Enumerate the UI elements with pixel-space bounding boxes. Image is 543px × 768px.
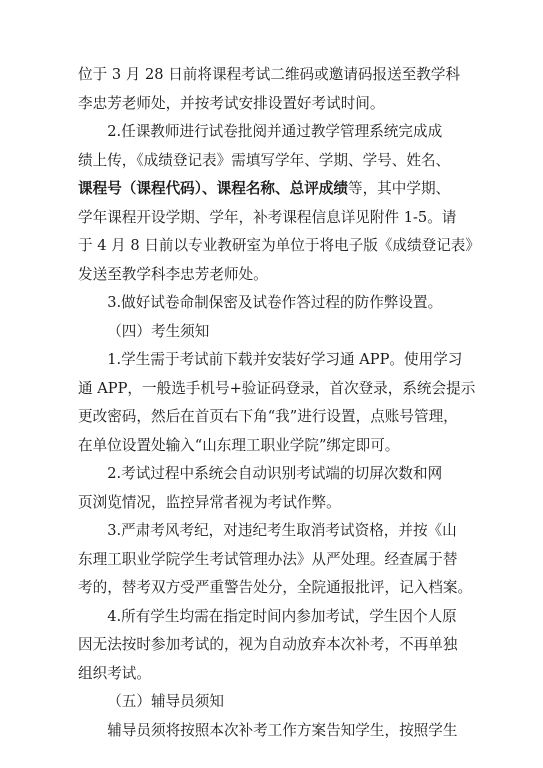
section-heading-student-notice <box>78 318 467 347</box>
text-line: 于 4 月 8 日前以专业教研室为单位于将电子版《成绩登记表》 <box>78 237 480 254</box>
paragraph-grade-upload <box>78 118 480 289</box>
document-body <box>78 61 480 745</box>
text-line: 学年课程开设学期、学年，补考课程信息详见附件 1-5。请 <box>78 208 457 226</box>
text-line: 绩上传，《成绩登记表》需填写学年、学期、学号、姓名、 <box>78 151 451 169</box>
text-fragment: 等，其中学期、 <box>347 180 451 197</box>
text-line: 在单位设置处输入“山东理工职业学院”绑定即可。 <box>78 436 400 454</box>
paragraph-app-install <box>78 346 476 460</box>
text-line: 考的，替考双方受严重警告处分，全院通报批评，记入档案。 <box>78 579 473 596</box>
bold-required-fields: 课程号（课程代码）、课程名称、总评成绩 <box>78 180 348 197</box>
text-line: 4.所有学生均需在指定时间内参加考试，学生因个人原 <box>107 607 457 625</box>
text-line: 2.任课教师进行试卷批阅并通过教学管理系统完成成 <box>107 123 443 140</box>
section-heading-counselor-notice <box>78 688 467 717</box>
text-line: 1.学生需于考试前下载并安装好学习通 APP。使用学习 <box>107 351 463 368</box>
paragraph-exam-discipline <box>78 517 473 603</box>
paragraph-counselor <box>78 717 467 746</box>
paragraph-exam-code-submission <box>78 61 467 118</box>
text-line: 3.做好试卷命制保密及试卷作答过程的防作弊设置。 <box>107 294 443 311</box>
paragraph-attendance <box>78 603 467 689</box>
text-line: 位于 3 月 28 日前将课程考试二维码或邀请码报送至教学科 <box>78 66 461 83</box>
text-line: 李忠芳老师处，并按考试安排设置好考试时间。 <box>78 94 385 112</box>
paragraph-screen-monitor <box>78 460 467 517</box>
text-line: 3.严肃考风考纪，对违纪考生取消考试资格，并按《山 <box>107 522 457 539</box>
text-line: 页浏览情况，监控异常者视为考试作弊。 <box>78 493 341 511</box>
text-line: 通 APP，一般选手机号+验证码登录，首次登录，系统会提示 <box>78 379 476 397</box>
text-line: 更改密码，然后在首页右下角“我”进行设置，点账号管理， <box>78 408 458 425</box>
text-line: 因无法按时参加考试的，视为自动放弃本次补考，不再单独 <box>78 636 458 653</box>
text-line: 2.考试过程中系统会自动识别考试端的切屏次数和网 <box>107 465 443 482</box>
text-line: 辅导员须将按照本次补考工作方案告知学生，按照学生 <box>107 721 458 739</box>
heading-text: （四）考生须知 <box>107 322 210 340</box>
text-line: 东理工职业学院学生考试管理办法》从严处理。经查属于替 <box>78 550 458 568</box>
text-line: 发送至教学科李忠芳老师处。 <box>78 265 268 283</box>
text-line <box>78 175 467 204</box>
text-line: 组织考试。 <box>78 664 151 682</box>
paragraph-anti-cheat <box>78 289 467 318</box>
heading-text: （五）辅导员须知 <box>107 693 224 710</box>
